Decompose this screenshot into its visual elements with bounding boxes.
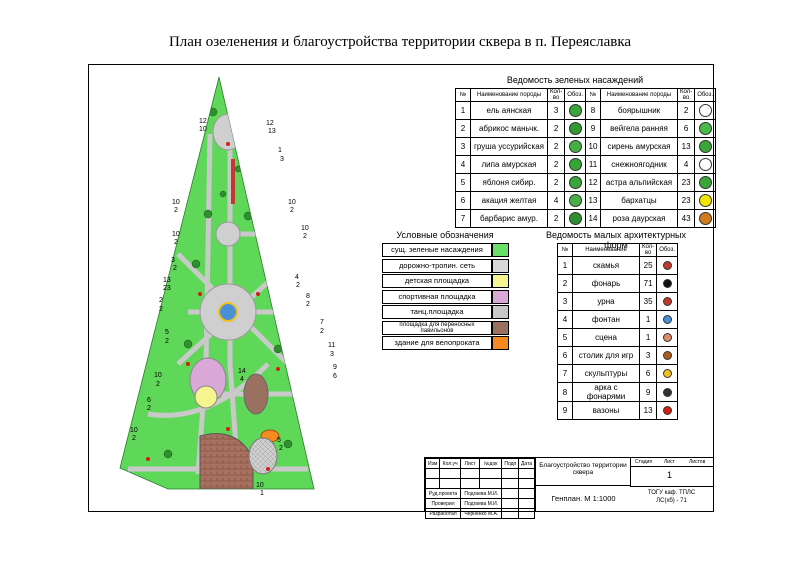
maf-symbol: [657, 402, 678, 420]
callout-bottom: 2: [156, 381, 160, 388]
callout-4: [172, 199, 180, 214]
maf-name: фонарь: [573, 275, 640, 293]
callout-top: 11: [328, 342, 336, 349]
col-num: №: [558, 244, 573, 257]
plant-qty: 2: [548, 120, 565, 138]
callout-bottom: 13: [268, 128, 276, 135]
plant-symbol-icon: [569, 122, 582, 135]
stamp-name: Подгаева М.И.: [461, 489, 502, 499]
col-sym: Обоз.: [695, 89, 716, 102]
callout-top: 6: [147, 397, 151, 404]
maf-symbol-icon: [663, 406, 672, 415]
callout-bottom: 6: [333, 373, 337, 380]
callout-bottom: 2: [132, 435, 136, 442]
plant-symbol: [695, 156, 716, 174]
callout-top: 1: [278, 147, 282, 154]
plant-num: 2: [456, 120, 471, 138]
maf-num: 5: [558, 329, 573, 347]
legend-swatch: [492, 336, 509, 350]
legend-item: [382, 290, 510, 304]
stamp-col: Кол.уч: [440, 459, 461, 469]
plant-symbol-icon: [699, 212, 712, 225]
maf-row: [558, 311, 678, 329]
plant-name: боярышник: [601, 102, 678, 120]
callout-top: 2: [159, 297, 163, 304]
stamp-col: Дата: [519, 459, 535, 469]
page-title: План озеленения и благоустройства территории сквера в п. Переяславка: [168, 34, 632, 50]
stamp-stage-h: Стадия: [635, 459, 653, 465]
maf-symbol-icon: [663, 261, 672, 270]
callout-bottom: 2: [303, 233, 307, 240]
plant-symbol-icon: [569, 212, 582, 225]
maf-symbol-icon: [663, 351, 672, 360]
col-name: Наименование: [573, 244, 640, 257]
plant-qty: 4: [678, 156, 695, 174]
plant-symbol: [695, 192, 716, 210]
legend-item: [382, 243, 510, 257]
maf-row: [558, 365, 678, 383]
callout-top: 4: [295, 274, 299, 281]
maf-row: [558, 329, 678, 347]
maf-qty: 25: [640, 257, 657, 275]
callout-top: 9: [333, 364, 337, 371]
callout-bottom: 2: [174, 239, 178, 246]
plant-qty: 2: [548, 138, 565, 156]
callout-1: [199, 118, 207, 133]
legend-label: сущ. зеленые насаждения: [382, 243, 492, 257]
maf-num: 1: [558, 257, 573, 275]
maf-symbol: [657, 275, 678, 293]
callout-bottom: 3: [330, 351, 334, 358]
stamp-col: Лист: [461, 459, 480, 469]
plants-row: [456, 174, 716, 192]
plants-row: [456, 138, 716, 156]
plant-name: снежноягодник: [601, 156, 678, 174]
legend-item: [382, 274, 510, 288]
plant-symbol-icon: [569, 176, 582, 189]
legend-label: танц.площадка: [382, 305, 492, 319]
park-plan: [88, 64, 408, 512]
maf-symbol-icon: [663, 333, 672, 342]
callout-bottom: 2: [147, 405, 151, 412]
stamp-col: Подп: [502, 459, 519, 469]
stamp-project: Благоустройство территории сквера: [535, 458, 630, 486]
maf-row: [558, 347, 678, 365]
callout-bottom: 2: [174, 207, 178, 214]
stamp-name: Подгаева М.И.: [461, 499, 502, 509]
maf-row: [558, 402, 678, 420]
callout-bottom: 2: [165, 338, 169, 345]
plant-num: 14: [586, 210, 601, 228]
maf-row: [558, 257, 678, 275]
playground: [195, 386, 217, 408]
legend-swatch: [492, 259, 509, 273]
legend-swatch: [492, 274, 509, 288]
plant-symbol: [565, 138, 586, 156]
stamp-org2: ЛС(хб) - 71: [656, 498, 687, 504]
plant-num: 1: [456, 102, 471, 120]
plants-row: [456, 102, 716, 120]
plant-num: 7: [456, 210, 471, 228]
stamp-col: №док: [480, 459, 502, 469]
col-num: №: [586, 89, 601, 102]
plant-symbol-icon: [569, 194, 582, 207]
plant-name: барбарис амур.: [471, 210, 548, 228]
stamp-col: Изм: [426, 459, 440, 469]
maf-num: 9: [558, 402, 573, 420]
plant-qty: 2: [548, 156, 565, 174]
plant-symbol-icon: [699, 104, 712, 117]
maf-symbol: [657, 365, 678, 383]
plant-name: сирень амурская: [601, 138, 678, 156]
plant-num: 6: [456, 192, 471, 210]
callout-9: [163, 277, 171, 292]
col-name: Наименование породы: [471, 89, 548, 102]
maf-name: вазоны: [573, 402, 640, 420]
plant-name: липа амурская: [471, 156, 548, 174]
callout-13: [320, 319, 324, 335]
plant-symbol-icon: [569, 140, 582, 153]
plant-qty: 23: [678, 174, 695, 192]
legend-label: спортивная площадка: [382, 290, 492, 304]
plant-symbol-icon: [569, 158, 582, 171]
maf-num: 6: [558, 347, 573, 365]
legend-swatch: [492, 243, 509, 257]
plants-title: Ведомость зеленых насаждений: [506, 75, 644, 85]
callout-3: [278, 147, 284, 163]
legend-item: [382, 259, 510, 273]
callout-top: 10: [301, 225, 309, 232]
maf-symbol: [657, 311, 678, 329]
plant-symbol-icon: [699, 176, 712, 189]
maf-qty: 13: [640, 402, 657, 420]
callout-top: 13: [163, 277, 171, 284]
maf-name: сцена: [573, 329, 640, 347]
maf-table: [557, 243, 678, 420]
plant-symbol-icon: [569, 104, 582, 117]
maf-num: 2: [558, 275, 573, 293]
maf-num: 4: [558, 311, 573, 329]
legend-swatch: [492, 290, 509, 304]
maf-name: скульптуры: [573, 365, 640, 383]
callout-top: 10: [130, 427, 138, 434]
callout-bottom: 3: [280, 156, 284, 163]
legend-label: дорожно-тропин. сеть: [382, 259, 492, 273]
plant-num: 10: [586, 138, 601, 156]
maf-qty: 9: [640, 383, 657, 402]
stamp-role: Руд.проекта: [426, 489, 461, 499]
callout-bottom: 2: [320, 328, 324, 335]
plant-qty: 2: [678, 102, 695, 120]
stamp-org: [630, 489, 713, 505]
maf-symbol-icon: [663, 297, 672, 306]
maf-symbol: [657, 329, 678, 347]
plant-symbol-icon: [699, 194, 712, 207]
plant-num: 8: [586, 102, 601, 120]
maf-qty: 35: [640, 293, 657, 311]
pavilion-area: [244, 374, 268, 414]
maf-row: [558, 293, 678, 311]
plant-qty: 13: [678, 138, 695, 156]
maf-symbol-icon: [663, 279, 672, 288]
col-name: Наименование породы: [601, 89, 678, 102]
stamp-sheets-h: Листов: [689, 459, 706, 465]
callout-top: 10: [154, 372, 162, 379]
legend: [382, 243, 510, 351]
maf-row: [558, 275, 678, 293]
callout-top: 10: [172, 231, 180, 238]
plant-num: 4: [456, 156, 471, 174]
plant-symbol: [565, 120, 586, 138]
plants-row: [456, 210, 716, 228]
plant-symbol: [695, 174, 716, 192]
stamp-role: Разработал: [426, 509, 461, 519]
plant-name: бархатцы: [601, 192, 678, 210]
stamp-drawing: Генплан. М 1:1000: [535, 486, 631, 511]
maf-symbol-icon: [663, 369, 672, 378]
maf-row: [558, 383, 678, 402]
plant-qty: 3: [548, 102, 565, 120]
plant-qty: 43: [678, 210, 695, 228]
maf-num: 8: [558, 383, 573, 402]
stamp-values: [630, 466, 714, 487]
maf-name: столик для игр: [573, 347, 640, 365]
plant-name: яблоня сибир.: [471, 174, 548, 192]
maf-symbol-icon: [663, 315, 672, 324]
stamp-sheet: 1: [667, 470, 673, 480]
maf-title: Ведомость малых архитектурных форм: [545, 230, 687, 250]
callout-5: [288, 199, 296, 214]
callout-top: 10: [256, 482, 264, 489]
maf-qty: 1: [640, 311, 657, 329]
col-sym: Обоз.: [565, 89, 586, 102]
maf-symbol: [657, 347, 678, 365]
plant-symbol: [565, 192, 586, 210]
plant-symbol: [695, 120, 716, 138]
legend-label: здание для велопроката: [382, 336, 492, 350]
callout-bottom: 2: [159, 306, 163, 313]
callout-top: 8: [306, 293, 310, 300]
callout-top: 7: [320, 319, 324, 326]
legend-item: [382, 336, 510, 350]
legend-swatch: [492, 305, 509, 319]
col-sym: Обоз.: [657, 244, 678, 257]
callout-bottom: 2: [296, 282, 300, 289]
stamp-role: Проверил: [426, 499, 461, 509]
maf-num: 3: [558, 293, 573, 311]
col-qty: Кол-во: [678, 89, 695, 102]
legend-label: площадка для переносных павильонов: [382, 321, 492, 335]
plant-name: роза даурская: [601, 210, 678, 228]
title-block: [424, 457, 714, 517]
callout-bottom: 10: [199, 126, 207, 133]
callout-22: [256, 482, 264, 497]
maf-qty: 6: [640, 365, 657, 383]
plant-name: груша уссурийская: [471, 138, 548, 156]
col-qty: Кол-во: [640, 244, 657, 257]
plant-num: 9: [586, 120, 601, 138]
plant-symbol: [565, 174, 586, 192]
plant-symbol-icon: [699, 158, 712, 171]
maf-symbol: [657, 383, 678, 402]
plant-num: 3: [456, 138, 471, 156]
maf-qty: 1: [640, 329, 657, 347]
maf-symbol: [657, 293, 678, 311]
plant-num: 12: [586, 174, 601, 192]
legend-label: детская площадка: [382, 274, 492, 288]
legend-swatch: [492, 321, 509, 335]
callout-bottom: 1: [260, 490, 264, 497]
plants-row: [456, 156, 716, 174]
arch-row: [231, 159, 235, 204]
callout-bottom: 2: [306, 301, 310, 308]
callout-top: 3: [171, 257, 175, 264]
plant-num: 11: [586, 156, 601, 174]
callout-bottom: 2: [173, 265, 177, 272]
col-qty: Кол-во: [548, 89, 565, 102]
stamp-name: Черненко М.А.: [461, 509, 502, 519]
callout-bottom: 4: [240, 376, 244, 383]
plant-qty: 6: [678, 120, 695, 138]
callout-bottom: 23: [163, 285, 171, 292]
plant-qty: 23: [678, 192, 695, 210]
stamp-org1: ТОГУ каф. ТПЛС: [647, 490, 696, 496]
callout-top: 5: [165, 329, 169, 336]
plant-name: астра альпийская: [601, 174, 678, 192]
legend-item: [382, 321, 510, 335]
callout-top: 12: [266, 120, 274, 127]
dance-floor: [249, 438, 277, 474]
callout-12: [306, 293, 310, 308]
plants-row: [456, 192, 716, 210]
callout-bottom: 2: [290, 207, 294, 214]
plant-symbol: [695, 210, 716, 228]
plant-name: вейгела ранняя: [601, 120, 678, 138]
callout-17: [333, 364, 337, 380]
plant-name: ель аянская: [471, 102, 548, 120]
plant-num: 13: [586, 192, 601, 210]
callout-top: 12: [199, 118, 207, 125]
plants-table: [455, 88, 716, 228]
callout-2: [266, 120, 276, 135]
plant-symbol-icon: [699, 140, 712, 153]
col-num: №: [456, 89, 471, 102]
maf-symbol: [657, 257, 678, 275]
plant-name: абрикос маньчк.: [471, 120, 548, 138]
maf-qty: 3: [640, 347, 657, 365]
plant-symbol: [565, 102, 586, 120]
maf-name: арка с фонарями: [573, 383, 640, 402]
plant-symbol: [695, 102, 716, 120]
maf-qty: 71: [640, 275, 657, 293]
plant-symbol-icon: [699, 122, 712, 135]
plants-row: [456, 120, 716, 138]
stamp-sheet-h: Лист: [664, 459, 675, 465]
callout-bottom: 2: [279, 445, 283, 452]
callout-19: [147, 397, 151, 412]
maf-name: фонтан: [573, 311, 640, 329]
plant-qty: 2: [548, 174, 565, 192]
plant-qty: 4: [548, 192, 565, 210]
maf-name: урна: [573, 293, 640, 311]
callout-15: [328, 342, 335, 358]
legend-title: Условные обозначения: [396, 230, 494, 240]
callout-top: 10: [172, 199, 180, 206]
plant-num: 5: [456, 174, 471, 192]
plant-symbol: [565, 156, 586, 174]
maf-num: 7: [558, 365, 573, 383]
maf-symbol-icon: [663, 388, 672, 397]
plant-symbol: [565, 210, 586, 228]
legend-item: [382, 305, 510, 319]
callout-top: 5: [277, 437, 281, 444]
plant-symbol: [695, 138, 716, 156]
callout-top: 10: [288, 199, 296, 206]
fountain-icon: [219, 303, 237, 321]
plant-qty: 2: [548, 210, 565, 228]
callout-top: 14: [238, 368, 246, 375]
callout-7: [301, 225, 309, 240]
callout-10: [295, 274, 300, 289]
maf-name: скамья: [573, 257, 640, 275]
plant-name: акация желтая: [471, 192, 548, 210]
